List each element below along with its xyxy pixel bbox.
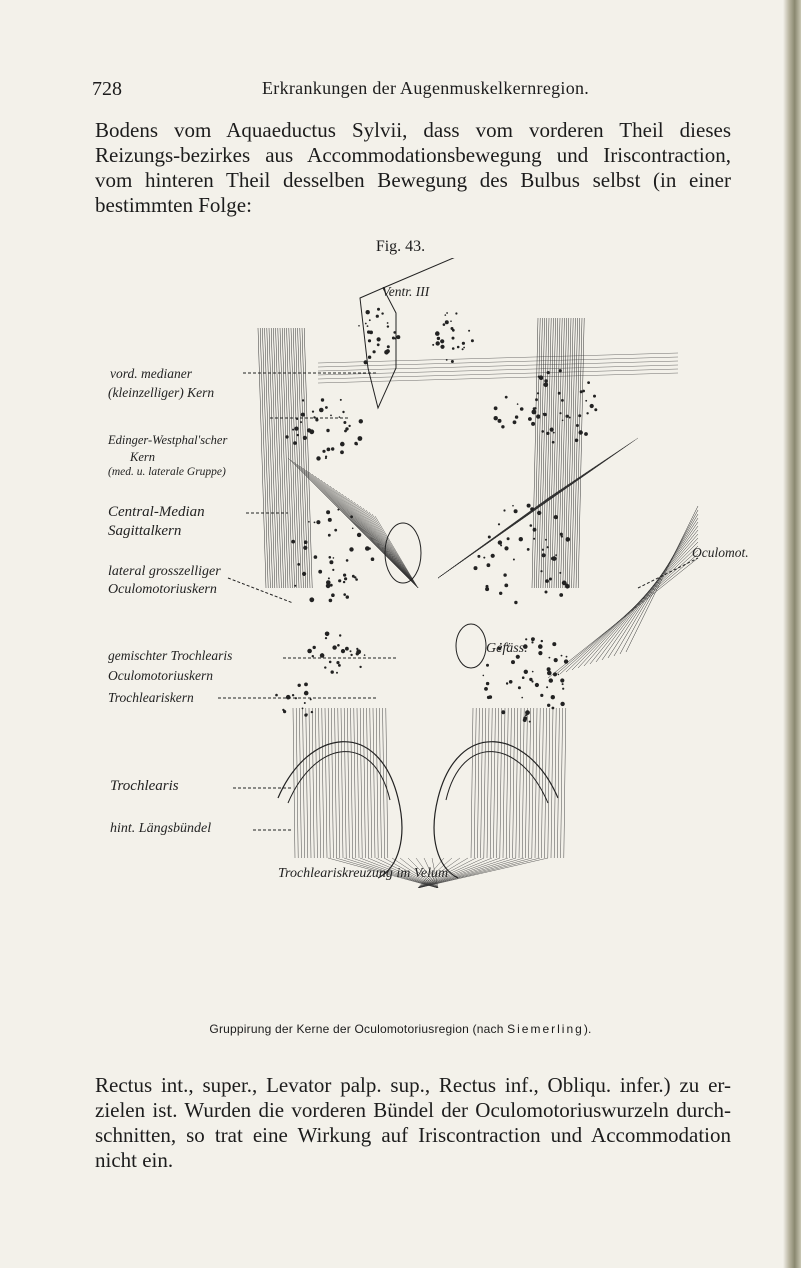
page-header [0, 78, 801, 102]
label-kleinzelliger-kern: (kleinzelliger) Kern [108, 385, 215, 400]
page-number: 728 [92, 78, 122, 100]
label-gefass: Gefäss. [486, 641, 528, 656]
label-med-laterale-gruppe: (med. u. laterale Gruppe) [108, 466, 226, 478]
label-edinger-westphal: Edinger-Westphal'scher [108, 433, 228, 447]
label-lateral-grosszelliger: lateral grosszelliger [108, 564, 221, 579]
label-ventr-III: Ventr. III [382, 284, 430, 299]
caption-end: ). [583, 1022, 592, 1036]
caption-text: Gruppirung der Kerne der Oculomotoriusregion (nach [209, 1022, 504, 1036]
paragraph-1: Bodens vom Aquaeductus Sylvii, dass vom vorderen Theil dieses Reizungs-bezirkes aus Accommodationsbewegung und Iriscontraction, vom hinteren Theil desselben Bewegung des Bulbus selbst (in einer bestimmten Folge: [95, 118, 731, 217]
running-title: Erkrankungen der Augenmuskelkernregion. [262, 78, 590, 98]
label-trochleariskreuzung: Trochleariskreuzung im Velum [278, 866, 449, 881]
page-edge-shadow [783, 0, 801, 1268]
figure-label: Fig. 43. [375, 238, 426, 255]
label-hint-langsbundel: hint. Längsbündel [110, 821, 212, 836]
figure-oculomotor-nuclei [78, 258, 778, 888]
label-gemischter-trochlearis: gemischter Trochlearis [108, 648, 233, 663]
label-central-median: Central-Median [108, 504, 205, 520]
label-sagittalkern: Sagittalkern [108, 523, 182, 539]
figure-caption [0, 1022, 801, 1036]
caption-author: Siemerling [507, 1022, 584, 1036]
label-vord-medianer: vord. medianer [110, 366, 192, 381]
label-edinger-kern: Kern [130, 450, 155, 464]
ventricle-outline [360, 288, 396, 408]
label-oculomot: Oculomot. [692, 545, 749, 560]
paragraph-2: Rectus int., super., Levator palp. sup., Rectus inf., Obliqu. infer.) zu er-zielen ist. Wurden die vorderen Bündel der Oculomotoriuswurzeln durch-schnitten, so trat eine Wirkung auf Iriscontraction und Accommodation nicht ein. [95, 1073, 731, 1172]
label-trochleariskern: Trochleariskern [108, 690, 194, 705]
label-oculomotoriuskern-lateral: Oculomotoriuskern [108, 582, 217, 597]
label-trochlearis: Trochlearis [110, 778, 179, 794]
label-oculomotoriuskern: Oculomotoriuskern [108, 668, 213, 683]
